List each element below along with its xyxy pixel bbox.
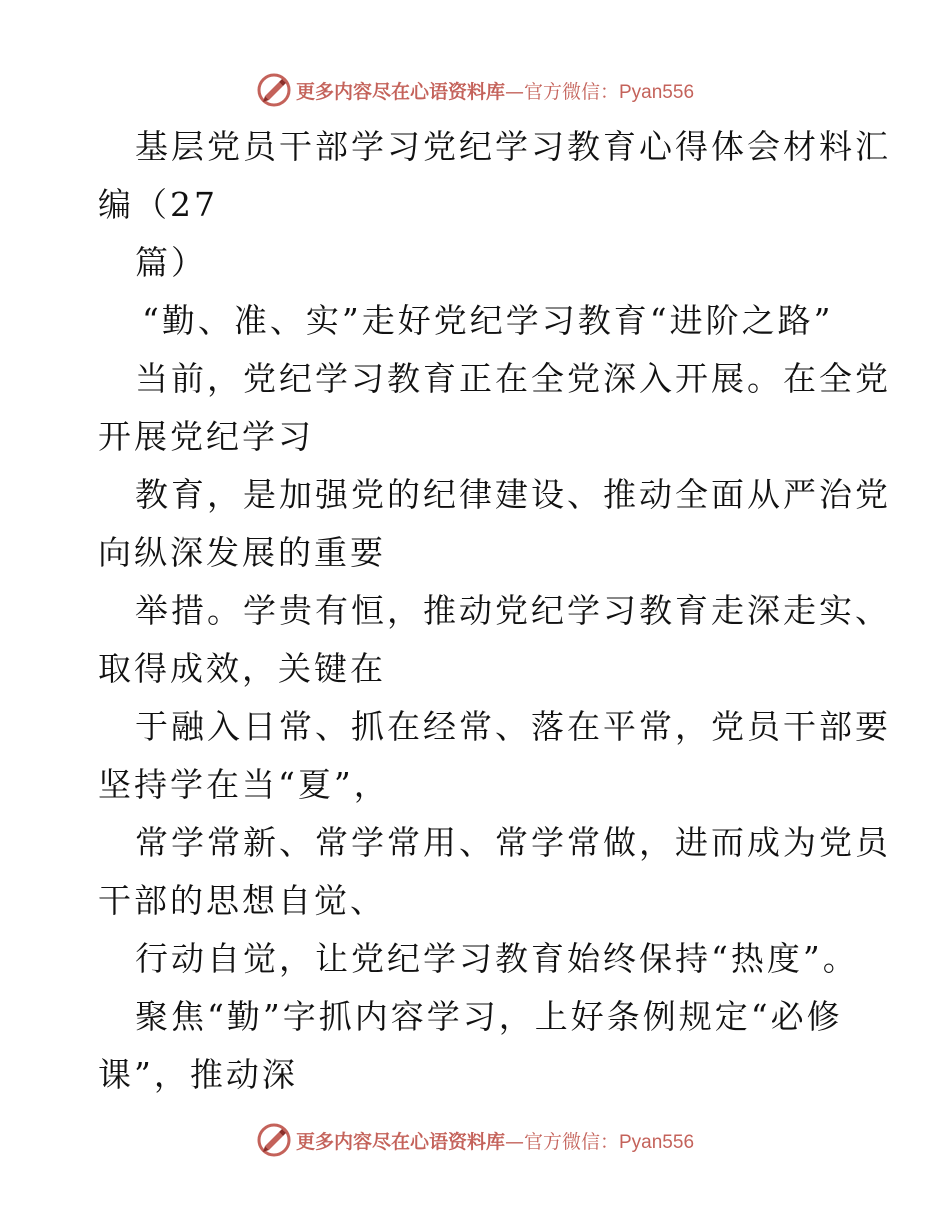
watermark-dash: — (504, 1130, 524, 1153)
article-title: “勤、准、实”走好党纪学习教育“进阶之路” (142, 301, 834, 340)
text-line: 举措。学贵有恒，推动党纪学习教育走深走实、 (135, 591, 891, 630)
watermark-contact-label: 官方微信： (523, 1130, 619, 1153)
watermark-contact-label: 官方微信： (523, 80, 619, 103)
pen-logo-icon (256, 1122, 292, 1158)
text-line: 编（27 (98, 185, 218, 224)
pen-logo-icon (256, 72, 292, 108)
watermark-brand: 更多内容尽在心语资料库 (295, 1130, 505, 1153)
document-body (98, 118, 891, 1104)
text-line: 基层党员干部学习党纪学习教育心得体会材料汇 (135, 127, 891, 166)
text-line: 常学常新、常学常用、常学常做，进而成为党员 (135, 823, 891, 862)
text-line: 行动自觉，让党纪学习教育始终保持“热度”。 (135, 939, 859, 978)
text-line: 聚焦“勤”字抓内容学习，上好条例规定“必修 (135, 997, 843, 1036)
text-line: 向纵深发展的重要 (98, 533, 386, 572)
text-line: 篇） (135, 243, 207, 282)
text-line: 课”，推动深 (98, 1055, 298, 1094)
watermark-contact-id: Pyan556 (619, 81, 695, 103)
text-line: 于融入日常、抓在经常、落在平常，党员干部要 (135, 707, 891, 746)
text-line: 取得成效，关键在 (98, 649, 386, 688)
header-watermark (0, 70, 950, 110)
watermark-text (296, 1127, 694, 1154)
text-line: 当前，党纪学习教育正在全党深入开展。在全党 (135, 359, 891, 398)
text-line: 开展党纪学习 (98, 417, 314, 456)
text-line: 教育，是加强党的纪律建设、推动全面从严治党 (135, 475, 891, 514)
text-line: 坚持学在当“夏”， (98, 765, 390, 804)
watermark-dash: — (504, 80, 524, 103)
text-line: 干部的思想自觉、 (98, 881, 386, 920)
watermark-brand: 更多内容尽在心语资料库 (295, 80, 505, 103)
watermark-contact-id: Pyan556 (619, 1131, 695, 1153)
watermark-text (296, 77, 694, 104)
footer-watermark (0, 1120, 950, 1160)
